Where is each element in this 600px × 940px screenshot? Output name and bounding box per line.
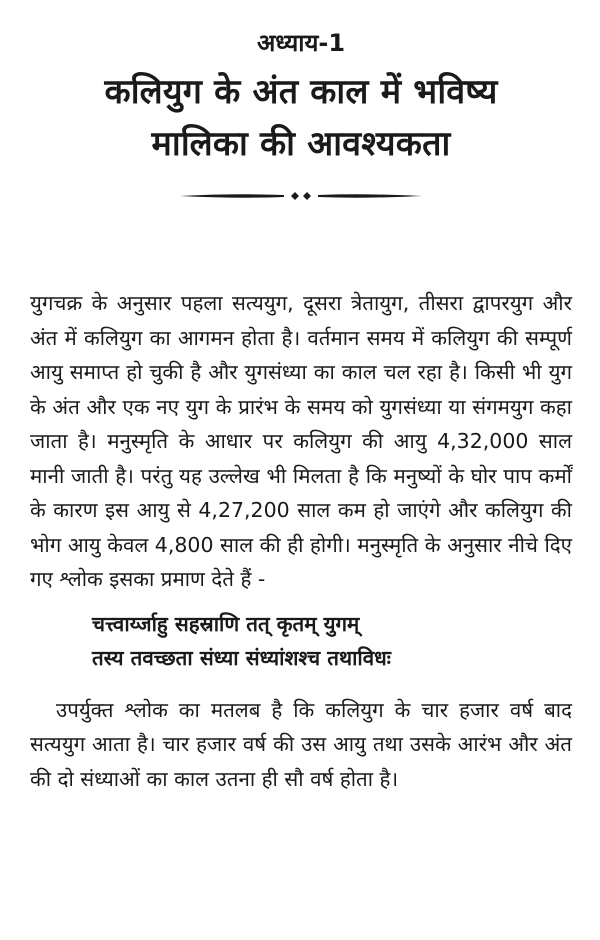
chapter-label: अध्याय-1 [256,29,346,57]
body-paragraph-1: युगचक्र के अनुसार पहला सत्ययुग, दूसरा त्रेतायुग, तीसरा द्वापरयुग और अंत में कलियुग का आगमन होता है। वर्तमान समय में कलियुग की सम्पूर्ण आयु समाप्त हो चुकी है और युगसंध्या का काल चल रहा है। किसी भी युग के अंत और एक नए युग के प्रारंभ के समय को युगसंध्या या संगमयुग कहा जाता है। मनुस्मृति के आधार पर कलियुग की आयु 4,32,000 साल मानी जाती है। परंतु यह उल्लेख भी मिलता है कि मनुष्यों के घोर पाप कर्मों के कारण इस आयु से 4,27,200 साल कम हो जाएंगे और कलियुग की भोग आयु केवल 4,800 साल की ही होगी। मनुस्मृति के अनुसार नीचे दिए गए श्लोक इसका प्रमाण देते हैं - [30,291,572,591]
shloka-line-1: चत्त्वार्य्जाहु सहस्राणि तत् कृतम् युगम् [92,611,360,636]
body-paragraph-2: उपर्युक्त श्लोक का मतलब है कि कलियुग के चार हजार वर्ष बाद सत्ययुग आता है। चार हजार वर्ष की उस आयु तथा उसके आरंभ और अंत की दो संध्याओं का काल उतना ही सौ वर्ष होता है। [30,697,572,791]
shloka-block [30,607,572,675]
chapter-title [30,66,572,170]
divider-ornament-icon [176,188,426,204]
chapter-title-line-1: कलियुग के अंत काल में भविष्य [104,72,498,112]
shloka-line-2: तस्य तवच्छता संध्या संध्यांशश्च तथाविधः [92,645,391,670]
chapter-title-line-2: मालिका की आवश्यकता [151,124,451,164]
